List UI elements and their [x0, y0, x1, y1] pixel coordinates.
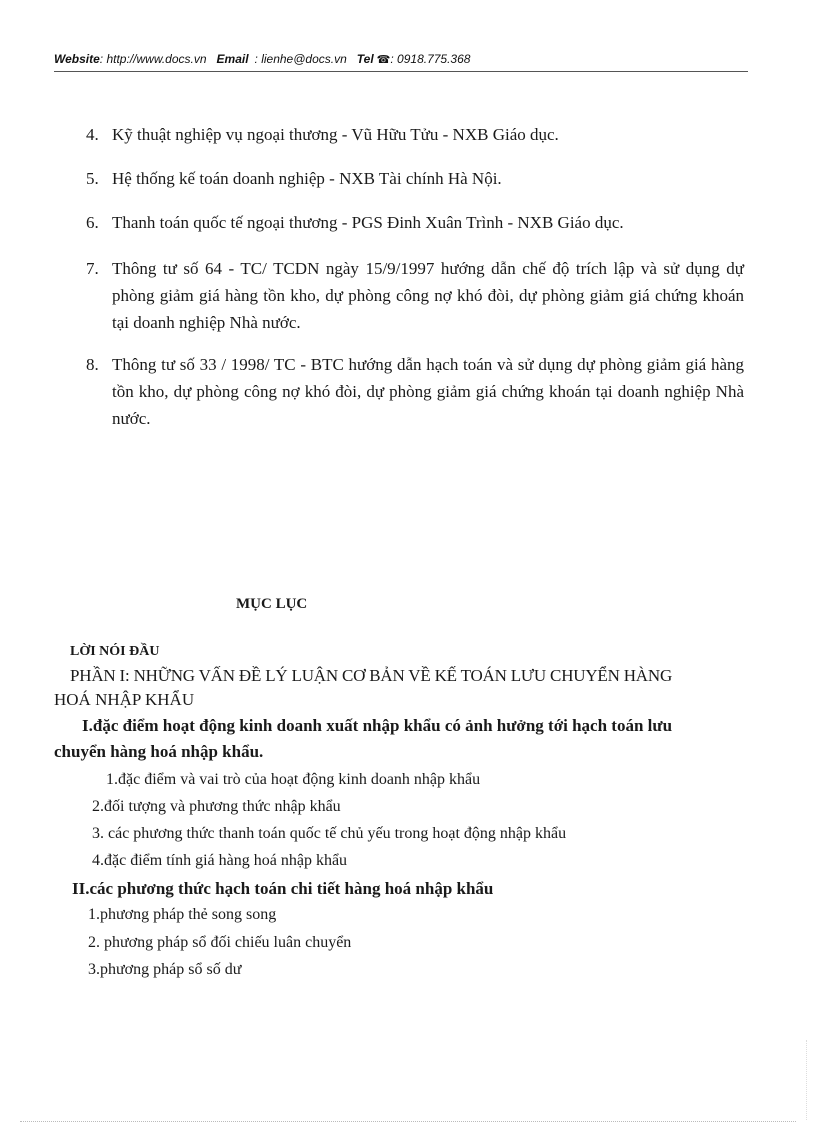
reference-text: Hệ thống kế toán doanh nghiệp - NXB Tài chính Hà Nội. — [112, 169, 502, 188]
email-address[interactable]: : lienhe@docs.vn — [254, 52, 347, 66]
reference-text: Thanh toán quốc tế ngoại thương - PGS Đinh Xuân Trình - NXB Giáo dục. — [112, 213, 624, 232]
toc-title: MỤC LỤC — [236, 596, 308, 612]
reference-number: 8. — [86, 355, 99, 374]
toc-entry-phan1: PHẦN I: NHỮNG VẤN ĐỀ LÝ LUẬN CƠ BẢN VỀ KẾ TOÁN LƯU CHUYỂN HÀNG — [70, 666, 673, 685]
reference-item — [86, 166, 744, 192]
reference-number: 7. — [86, 259, 99, 278]
toc-subentry: 1.đặc điểm và vai trò của hoạt động kinh doanh nhập khẩu — [106, 771, 481, 788]
page-header — [54, 52, 470, 66]
reference-number: 5. — [86, 169, 99, 188]
reference-text: Thông tư số 33 / 1998/ TC - BTC hướng dẫn hạch toán và sử dụng dự phòng giảm giá hàng tồn kho, dự phòng công nợ khó đòi, dự phòng giảm giá chứng khoán tại doanh nghiệp Nhà nước. — [112, 355, 744, 428]
toc-subentry: 3. các phương thức thanh toán quốc tế chủ yếu trong hoạt động nhập khẩu — [92, 825, 567, 842]
toc-entry-section1-cont: chuyển hàng hoá nhập khẩu. — [54, 742, 264, 761]
header-divider — [54, 71, 748, 72]
tel-label: Tel — [356, 52, 374, 66]
reference-item — [86, 351, 744, 432]
toc-entry-section2: II.các phương thức hạch toán chi tiết hàng hoá nhập khẩu — [72, 879, 494, 898]
telephone-icon: ☎ — [376, 54, 391, 66]
reference-item — [86, 122, 744, 148]
toc-subentry: 2. phương pháp sổ đối chiếu luân chuyển — [88, 934, 352, 951]
website-url[interactable]: : http://www.docs.vn — [99, 52, 207, 66]
page-side-border — [806, 1040, 807, 1120]
toc-subentry: 2.đối tượng và phương thức nhập khẩu — [92, 798, 341, 815]
reference-number: 6. — [86, 213, 99, 232]
reference-text: Kỹ thuật nghiệp vụ ngoại thương - Vũ Hữu Tửu - NXB Giáo dục. — [112, 125, 559, 144]
reference-item — [86, 255, 744, 336]
toc-entry-phan1-cont: HOÁ NHẬP KHẨU — [54, 690, 195, 709]
reference-text: Thông tư số 64 - TC/ TCDN ngày 15/9/1997 hướng dẫn chế độ trích lập và sử dụng dự phòng giảm giá hàng tồn kho, dự phòng công nợ khó đòi, dự phòng giảm giá chứng khoán tại doanh nghiệp Nhà nước. — [112, 259, 744, 332]
toc-entry-section1: I.đặc điểm hoạt động kinh doanh xuất nhập khẩu có ảnh hưởng tới hạch toán lưu — [82, 716, 673, 735]
tel-number: : 0918.775.368 — [390, 52, 471, 66]
toc-subentry: 4.đặc điểm tính giá hàng hoá nhập khẩu — [92, 852, 348, 869]
toc-subentry: 1.phương pháp thẻ song song — [88, 906, 277, 923]
email-label: Email — [216, 52, 249, 66]
toc-subentry: 3.phương pháp sổ số dư — [88, 961, 242, 978]
website-label: Website — [54, 52, 100, 66]
toc-entry-loi-noi-dau: LỜI NÓI ĐẦU — [70, 644, 160, 659]
reference-number: 4. — [86, 125, 99, 144]
page-bottom-border — [20, 1121, 796, 1122]
reference-item — [86, 210, 744, 236]
